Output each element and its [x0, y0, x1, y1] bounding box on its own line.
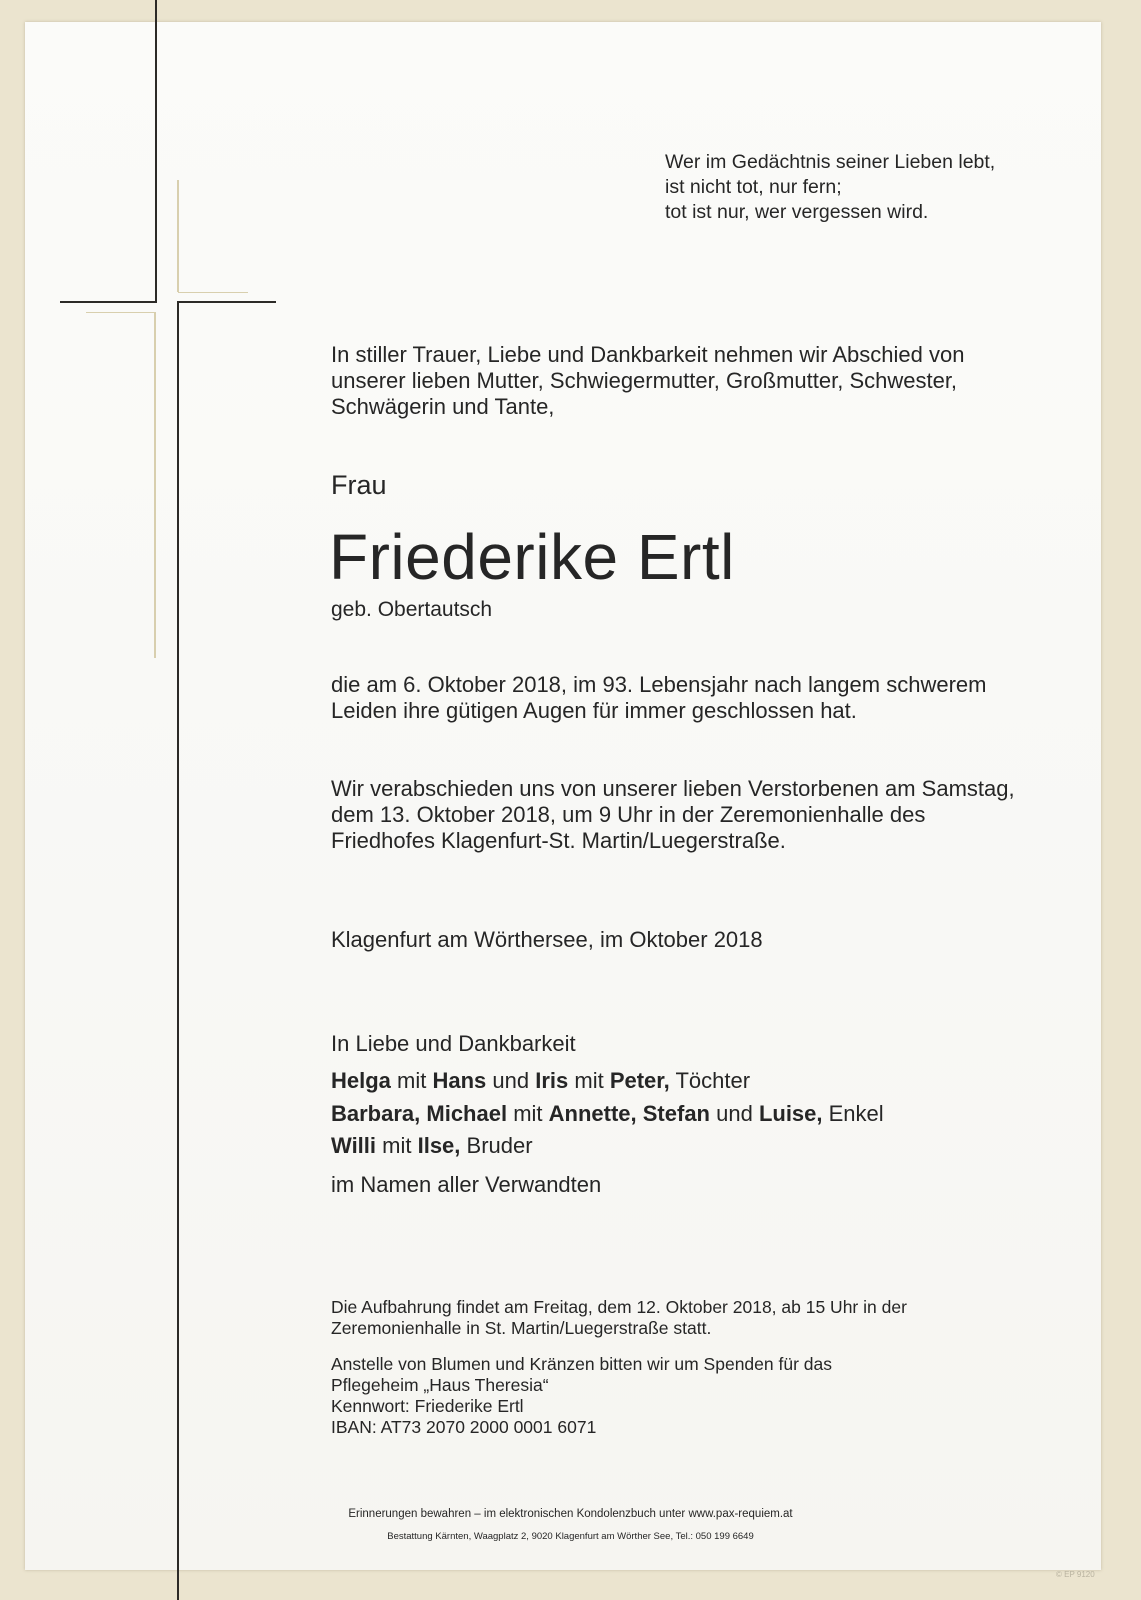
intro-line: In stiller Trauer, Liebe und Dankbarkeit nehmen wir Abschied von [331, 342, 965, 367]
intro-line: unserer lieben Mutter, Schwiegermutter, Großmutter, Schwester, [331, 368, 958, 393]
footer-condolence-link: Erinnerungen bewahren – im elektronischen Kondolenzbuch unter www.pax-requiem.at [348, 1508, 793, 1520]
connector-text: mit [376, 1133, 418, 1158]
mourner-name: Peter, [609, 1068, 670, 1093]
place-date: Klagenfurt am Wörthersee, im Oktober 2018 [331, 927, 763, 952]
viewing-notice [331, 1297, 907, 1339]
mourner-name: Hans [432, 1068, 487, 1093]
deceased-name: Friederike Ertl [329, 521, 735, 593]
mourners-row-grandchildren [331, 1101, 884, 1127]
farewell-line: Wir verabschieden uns von unserer lieben Verstorbenen am Samstag, [331, 776, 1015, 801]
mourners-closing: im Namen aller Verwandten [331, 1172, 602, 1197]
mourner-name: Annette, Stefan [548, 1101, 710, 1126]
donation-line: Kennwort: Friederike Ertl [331, 1396, 524, 1416]
connector-text: und [486, 1068, 536, 1093]
cross-upper-vertical-line [155, 0, 157, 302]
connector-text: mit [568, 1068, 610, 1093]
connector-text: mit [507, 1101, 549, 1126]
cross-right-horizontal-line [177, 301, 276, 303]
death-notice-line: die am 6. Oktober 2018, im 93. Lebensjahr nach langem schwerem [331, 672, 987, 697]
connector-text: mit [390, 1068, 433, 1093]
mourner-name: Willi [331, 1133, 377, 1158]
death-notice-line: Leiden ihre gütigen Augen für immer geschlossen hat. [331, 698, 857, 723]
mourners-row-daughters [331, 1068, 750, 1094]
mourners-row-brother [331, 1133, 533, 1159]
quote-line: tot ist nur, wer vergessen wird. [665, 201, 929, 223]
connector-text: und [710, 1101, 759, 1126]
quote-line: ist nicht tot, nur fern; [665, 176, 842, 198]
mourner-name: Iris [535, 1068, 569, 1093]
farewell-line: Friedhofes Klagenfurt-St. Martin/Luegerstraße. [331, 828, 786, 853]
cross-gold-horizontal-right [178, 292, 248, 293]
viewing-line: Zeremonienhalle in St. Martin/Luegerstraße statt. [331, 1318, 712, 1338]
donation-line: IBAN: AT73 2070 2000 0001 6071 [331, 1417, 597, 1437]
viewing-line: Die Aufbahrung findet am Freitag, dem 12. Oktober 2018, ab 15 Uhr in der [331, 1297, 907, 1317]
mourner-name: Helga [331, 1068, 391, 1093]
intro-paragraph [331, 342, 964, 420]
death-notice [331, 672, 986, 724]
mourner-name: Ilse, [417, 1133, 461, 1158]
donation-line: Anstelle von Blumen und Kränzen bitten wir um Spenden für das [331, 1354, 832, 1374]
mourners-heading: In Liebe und Dankbarkeit [331, 1031, 576, 1056]
cross-left-horizontal-line [60, 301, 157, 303]
relation-text: Bruder [460, 1133, 533, 1158]
donation-line: Pflegeheim „Haus Theresia“ [331, 1375, 549, 1395]
birth-name: geb. Obertautsch [331, 598, 493, 621]
relation-text: Töchter [669, 1068, 751, 1093]
memorial-quote [665, 150, 995, 225]
farewell-line: dem 13. Oktober 2018, um 9 Uhr in der Zeremonienhalle des [331, 802, 926, 827]
footer-funeral-home: Bestattung Kärnten, Waagplatz 2, 9020 Klagenfurt am Wörther See, Tel.: 050 199 6649 [387, 1531, 754, 1542]
intro-line: Schwägerin und Tante, [331, 394, 555, 419]
relation-text: Enkel [822, 1101, 884, 1126]
print-stamp: © EP 9120 [1056, 1570, 1095, 1579]
cross-gold-short-vertical [177, 180, 179, 292]
deceased-title: Frau [331, 470, 387, 500]
cross-gold-horizontal-left [86, 312, 154, 313]
cross-lower-vertical-line [177, 301, 179, 1600]
mourner-name: Barbara, Michael [331, 1101, 508, 1126]
cross-gold-long-vertical [154, 312, 156, 658]
donation-notice [331, 1354, 832, 1438]
quote-line: Wer im Gedächtnis seiner Lieben lebt, [665, 151, 996, 173]
farewell-paragraph [331, 776, 1015, 854]
mourner-name: Luise, [758, 1101, 823, 1126]
